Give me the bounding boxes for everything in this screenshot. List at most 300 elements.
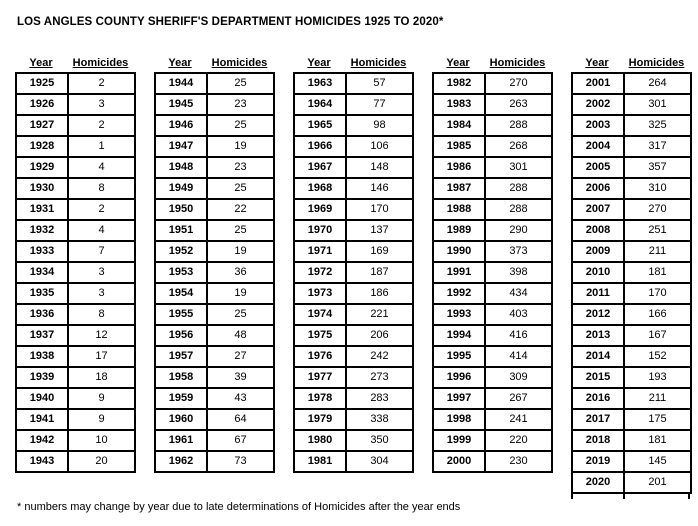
homicides-cell: 9 — [68, 409, 135, 430]
table-row — [572, 409, 691, 430]
year-cell: 2019 — [572, 451, 624, 472]
table-row — [155, 73, 274, 94]
homicides-cell: 283 — [346, 388, 413, 409]
table-row — [294, 241, 413, 262]
homicides-cell: 48 — [207, 325, 274, 346]
table-row — [294, 178, 413, 199]
homicides-cell: 403 — [485, 304, 552, 325]
table-row — [572, 472, 691, 493]
homicides-cell: 414 — [485, 346, 552, 367]
year-cell: 1932 — [16, 220, 68, 241]
year-cell: 1967 — [294, 157, 346, 178]
homicides-cell: 251 — [624, 220, 691, 241]
partial-row-border — [571, 494, 690, 499]
year-cell: 1973 — [294, 283, 346, 304]
year-cell: 2000 — [433, 451, 485, 472]
homicides-cell: 137 — [346, 220, 413, 241]
year-cell: 1996 — [433, 367, 485, 388]
year-cell: 1952 — [155, 241, 207, 262]
year-cell: 1955 — [155, 304, 207, 325]
year-cell: 1961 — [155, 430, 207, 451]
homicides-table — [154, 72, 275, 473]
homicides-cell: 301 — [624, 94, 691, 115]
table-row — [572, 262, 691, 283]
year-cell: 1947 — [155, 136, 207, 157]
homicides-column-header: Homicides — [350, 57, 407, 69]
table-header-row — [154, 57, 273, 69]
year-cell: 2005 — [572, 157, 624, 178]
homicides-cell: 357 — [624, 157, 691, 178]
table-row — [155, 451, 274, 472]
year-cell: 1991 — [433, 262, 485, 283]
homicides-cell: 25 — [207, 73, 274, 94]
homicides-cell: 106 — [346, 136, 413, 157]
table-row — [433, 346, 552, 367]
homicides-table-group-1 — [15, 57, 134, 499]
table-row — [155, 115, 274, 136]
year-cell: 1942 — [16, 430, 68, 451]
year-cell: 1978 — [294, 388, 346, 409]
table-row — [572, 73, 691, 94]
homicides-cell: 98 — [346, 115, 413, 136]
homicides-cell: 77 — [346, 94, 413, 115]
table-row — [294, 73, 413, 94]
table-row — [572, 157, 691, 178]
year-cell: 1993 — [433, 304, 485, 325]
table-row — [16, 199, 135, 220]
homicides-cell: 27 — [207, 346, 274, 367]
table-row — [572, 94, 691, 115]
table-row — [155, 241, 274, 262]
homicides-cell: 43 — [207, 388, 274, 409]
table-row — [433, 367, 552, 388]
homicides-cell: 3 — [68, 94, 135, 115]
table-row — [572, 283, 691, 304]
homicides-cell: 201 — [624, 472, 691, 493]
table-header-row — [293, 57, 412, 69]
table-row — [294, 430, 413, 451]
year-cell: 1968 — [294, 178, 346, 199]
homicides-cell: 145 — [624, 451, 691, 472]
year-column-header: Year — [307, 57, 331, 69]
table-row — [433, 199, 552, 220]
year-cell: 1971 — [294, 241, 346, 262]
year-cell: 1950 — [155, 199, 207, 220]
table-header-row — [15, 57, 134, 69]
table-row — [433, 430, 552, 451]
homicides-table — [432, 72, 553, 473]
table-row — [16, 262, 135, 283]
year-cell: 1959 — [155, 388, 207, 409]
year-column-header: Year — [168, 57, 192, 69]
year-cell: 1953 — [155, 262, 207, 283]
year-cell: 1938 — [16, 346, 68, 367]
table-row — [155, 304, 274, 325]
homicides-cell: 2 — [68, 115, 135, 136]
table-row — [294, 388, 413, 409]
homicides-cell: 1 — [68, 136, 135, 157]
homicides-table — [293, 72, 414, 473]
homicides-cell: 181 — [624, 430, 691, 451]
year-cell: 1981 — [294, 451, 346, 472]
year-cell: 1939 — [16, 367, 68, 388]
homicides-cell: 9 — [68, 388, 135, 409]
year-cell: 1936 — [16, 304, 68, 325]
homicides-cell: 170 — [346, 199, 413, 220]
homicides-cell: 267 — [485, 388, 552, 409]
homicides-cell: 8 — [68, 304, 135, 325]
year-cell: 1956 — [155, 325, 207, 346]
year-cell: 2001 — [572, 73, 624, 94]
year-cell: 1933 — [16, 241, 68, 262]
homicides-cell: 12 — [68, 325, 135, 346]
year-cell: 1983 — [433, 94, 485, 115]
year-cell: 1992 — [433, 283, 485, 304]
year-cell: 1989 — [433, 220, 485, 241]
homicides-cell: 152 — [624, 346, 691, 367]
year-cell: 1928 — [16, 136, 68, 157]
homicides-column-header: Homicides — [211, 57, 268, 69]
table-row — [572, 430, 691, 451]
table-row — [16, 430, 135, 451]
table-row — [294, 283, 413, 304]
year-cell: 1926 — [16, 94, 68, 115]
year-cell: 1948 — [155, 157, 207, 178]
homicides-cell: 211 — [624, 241, 691, 262]
year-cell: 1937 — [16, 325, 68, 346]
year-cell: 1929 — [16, 157, 68, 178]
homicides-cell: 288 — [485, 199, 552, 220]
footnote: * numbers may change by year due to late determinations of Homicides after the year ends — [17, 501, 461, 513]
table-row — [294, 220, 413, 241]
year-cell: 2008 — [572, 220, 624, 241]
year-cell: 2014 — [572, 346, 624, 367]
table-row — [294, 199, 413, 220]
homicides-cell: 8 — [68, 178, 135, 199]
table-row — [572, 346, 691, 367]
homicides-cell: 64 — [207, 409, 274, 430]
table-row — [16, 157, 135, 178]
table-row — [16, 241, 135, 262]
year-cell: 1969 — [294, 199, 346, 220]
year-cell: 1949 — [155, 178, 207, 199]
table-row — [16, 304, 135, 325]
table-row — [433, 388, 552, 409]
table-row — [572, 220, 691, 241]
table-row — [16, 136, 135, 157]
homicides-cell: 398 — [485, 262, 552, 283]
homicides-cell: 4 — [68, 220, 135, 241]
year-cell: 1931 — [16, 199, 68, 220]
homicides-cell: 73 — [207, 451, 274, 472]
homicides-cell: 288 — [485, 115, 552, 136]
year-cell: 1979 — [294, 409, 346, 430]
homicides-cell: 25 — [207, 115, 274, 136]
table-row — [572, 388, 691, 409]
year-cell: 1964 — [294, 94, 346, 115]
table-row — [16, 325, 135, 346]
homicides-cell: 146 — [346, 178, 413, 199]
table-row — [433, 325, 552, 346]
table-row — [433, 94, 552, 115]
homicides-cell: 416 — [485, 325, 552, 346]
table-row — [433, 241, 552, 262]
year-cell: 2017 — [572, 409, 624, 430]
homicides-cell: 57 — [346, 73, 413, 94]
homicides-cell: 4 — [68, 157, 135, 178]
year-column-header: Year — [29, 57, 53, 69]
year-cell: 1958 — [155, 367, 207, 388]
table-row — [155, 220, 274, 241]
homicides-cell: 187 — [346, 262, 413, 283]
year-cell: 1941 — [16, 409, 68, 430]
table-row — [433, 220, 552, 241]
table-row — [572, 325, 691, 346]
year-cell: 1988 — [433, 199, 485, 220]
year-column-header: Year — [446, 57, 470, 69]
table-row — [572, 241, 691, 262]
year-cell: 1943 — [16, 451, 68, 472]
homicides-cell: 67 — [207, 430, 274, 451]
year-cell: 1975 — [294, 325, 346, 346]
table-row — [294, 367, 413, 388]
homicides-cell: 39 — [207, 367, 274, 388]
homicides-cell: 3 — [68, 262, 135, 283]
homicides-cell: 268 — [485, 136, 552, 157]
table-row — [155, 283, 274, 304]
homicides-cell: 25 — [207, 178, 274, 199]
year-cell: 1972 — [294, 262, 346, 283]
homicides-cell: 242 — [346, 346, 413, 367]
homicides-cell: 317 — [624, 136, 691, 157]
year-cell: 1970 — [294, 220, 346, 241]
table-row — [16, 346, 135, 367]
table-row — [155, 409, 274, 430]
year-cell: 1957 — [155, 346, 207, 367]
year-cell: 2009 — [572, 241, 624, 262]
homicides-cell: 19 — [207, 136, 274, 157]
table-row — [294, 346, 413, 367]
homicides-table-group-4 — [432, 57, 551, 499]
year-cell: 2016 — [572, 388, 624, 409]
homicides-cell: 241 — [485, 409, 552, 430]
homicides-column-header: Homicides — [489, 57, 546, 69]
homicides-cell: 25 — [207, 304, 274, 325]
table-row — [155, 94, 274, 115]
year-cell: 1966 — [294, 136, 346, 157]
homicides-cell: 170 — [624, 283, 691, 304]
homicides-cell: 211 — [624, 388, 691, 409]
table-row — [572, 304, 691, 325]
table-row — [155, 388, 274, 409]
table-row — [16, 73, 135, 94]
year-cell: 2010 — [572, 262, 624, 283]
homicides-cell: 290 — [485, 220, 552, 241]
table-header-row — [432, 57, 551, 69]
year-cell: 2012 — [572, 304, 624, 325]
table-row — [155, 178, 274, 199]
year-cell: 1994 — [433, 325, 485, 346]
table-row — [433, 262, 552, 283]
year-cell: 1982 — [433, 73, 485, 94]
year-cell: 1974 — [294, 304, 346, 325]
homicides-cell: 167 — [624, 325, 691, 346]
year-cell: 1925 — [16, 73, 68, 94]
homicides-cell: 350 — [346, 430, 413, 451]
homicides-cell: 2 — [68, 199, 135, 220]
table-row — [572, 136, 691, 157]
year-cell: 1977 — [294, 367, 346, 388]
table-row — [294, 262, 413, 283]
year-column-header: Year — [585, 57, 609, 69]
table-row — [16, 178, 135, 199]
homicides-cell: 18 — [68, 367, 135, 388]
table-row — [16, 220, 135, 241]
table-row — [433, 178, 552, 199]
homicides-cell: 301 — [485, 157, 552, 178]
homicides-cell: 230 — [485, 451, 552, 472]
homicides-cell: 288 — [485, 178, 552, 199]
homicides-column-header: Homicides — [628, 57, 685, 69]
homicides-cell: 325 — [624, 115, 691, 136]
homicides-cell: 309 — [485, 367, 552, 388]
year-cell: 2011 — [572, 283, 624, 304]
table-row — [433, 283, 552, 304]
table-row — [433, 157, 552, 178]
year-cell: 2003 — [572, 115, 624, 136]
table-row — [16, 283, 135, 304]
table-row — [294, 304, 413, 325]
homicides-cell: 10 — [68, 430, 135, 451]
table-row — [294, 136, 413, 157]
homicides-cell: 263 — [485, 94, 552, 115]
year-cell: 2002 — [572, 94, 624, 115]
year-cell: 1990 — [433, 241, 485, 262]
homicides-cell: 220 — [485, 430, 552, 451]
table-row — [16, 367, 135, 388]
homicides-cell: 304 — [346, 451, 413, 472]
homicides-cell: 7 — [68, 241, 135, 262]
homicides-cell: 206 — [346, 325, 413, 346]
table-row — [294, 94, 413, 115]
year-cell: 1930 — [16, 178, 68, 199]
year-cell: 1986 — [433, 157, 485, 178]
year-cell: 2004 — [572, 136, 624, 157]
homicides-cell: 310 — [624, 178, 691, 199]
year-cell: 2006 — [572, 178, 624, 199]
homicides-cell: 20 — [68, 451, 135, 472]
year-cell: 2018 — [572, 430, 624, 451]
homicides-cell: 22 — [207, 199, 274, 220]
homicides-cell: 148 — [346, 157, 413, 178]
table-row — [294, 451, 413, 472]
year-cell: 1927 — [16, 115, 68, 136]
table-row — [155, 199, 274, 220]
homicides-cell: 181 — [624, 262, 691, 283]
table-row — [433, 115, 552, 136]
table-row — [155, 325, 274, 346]
year-cell: 2013 — [572, 325, 624, 346]
year-cell: 1984 — [433, 115, 485, 136]
year-cell: 1946 — [155, 115, 207, 136]
year-cell: 1976 — [294, 346, 346, 367]
table-row — [572, 199, 691, 220]
table-row — [16, 451, 135, 472]
homicides-table-group-3 — [293, 57, 412, 499]
year-cell: 2007 — [572, 199, 624, 220]
homicides-table — [15, 72, 136, 473]
homicides-cell: 19 — [207, 241, 274, 262]
year-cell: 1945 — [155, 94, 207, 115]
year-cell: 1935 — [16, 283, 68, 304]
homicides-cell: 19 — [207, 283, 274, 304]
table-row — [433, 304, 552, 325]
tables-container — [15, 57, 690, 499]
year-cell: 1963 — [294, 73, 346, 94]
homicides-table-group-5 — [571, 57, 690, 499]
table-row — [433, 451, 552, 472]
table-row — [155, 157, 274, 178]
homicides-cell: 193 — [624, 367, 691, 388]
homicides-cell: 270 — [624, 199, 691, 220]
homicides-cell: 23 — [207, 94, 274, 115]
year-cell: 2020 — [572, 472, 624, 493]
table-row — [294, 115, 413, 136]
homicides-cell: 175 — [624, 409, 691, 430]
homicides-cell: 221 — [346, 304, 413, 325]
year-cell: 1987 — [433, 178, 485, 199]
table-row — [572, 178, 691, 199]
table-row — [433, 73, 552, 94]
homicides-cell: 36 — [207, 262, 274, 283]
homicides-cell: 264 — [624, 73, 691, 94]
homicides-cell: 270 — [485, 73, 552, 94]
homicides-cell: 373 — [485, 241, 552, 262]
table-row — [572, 115, 691, 136]
homicides-cell: 169 — [346, 241, 413, 262]
homicides-cell: 338 — [346, 409, 413, 430]
year-cell: 1999 — [433, 430, 485, 451]
year-cell: 1951 — [155, 220, 207, 241]
year-cell: 1965 — [294, 115, 346, 136]
table-row — [294, 325, 413, 346]
table-row — [155, 367, 274, 388]
year-cell: 1985 — [433, 136, 485, 157]
table-row — [294, 157, 413, 178]
homicides-column-header: Homicides — [72, 57, 129, 69]
homicides-cell: 273 — [346, 367, 413, 388]
homicides-table-group-2 — [154, 57, 273, 499]
year-cell: 1940 — [16, 388, 68, 409]
year-cell: 1934 — [16, 262, 68, 283]
homicides-cell: 434 — [485, 283, 552, 304]
homicides-cell: 2 — [68, 73, 135, 94]
table-row — [294, 409, 413, 430]
table-row — [572, 451, 691, 472]
table-row — [155, 136, 274, 157]
year-cell: 1954 — [155, 283, 207, 304]
table-row — [572, 367, 691, 388]
table-header-row — [571, 57, 690, 69]
homicides-cell: 166 — [624, 304, 691, 325]
year-cell: 2015 — [572, 367, 624, 388]
table-row — [433, 409, 552, 430]
homicides-cell: 25 — [207, 220, 274, 241]
year-cell: 1998 — [433, 409, 485, 430]
table-row — [16, 115, 135, 136]
table-row — [16, 94, 135, 115]
table-row — [16, 388, 135, 409]
